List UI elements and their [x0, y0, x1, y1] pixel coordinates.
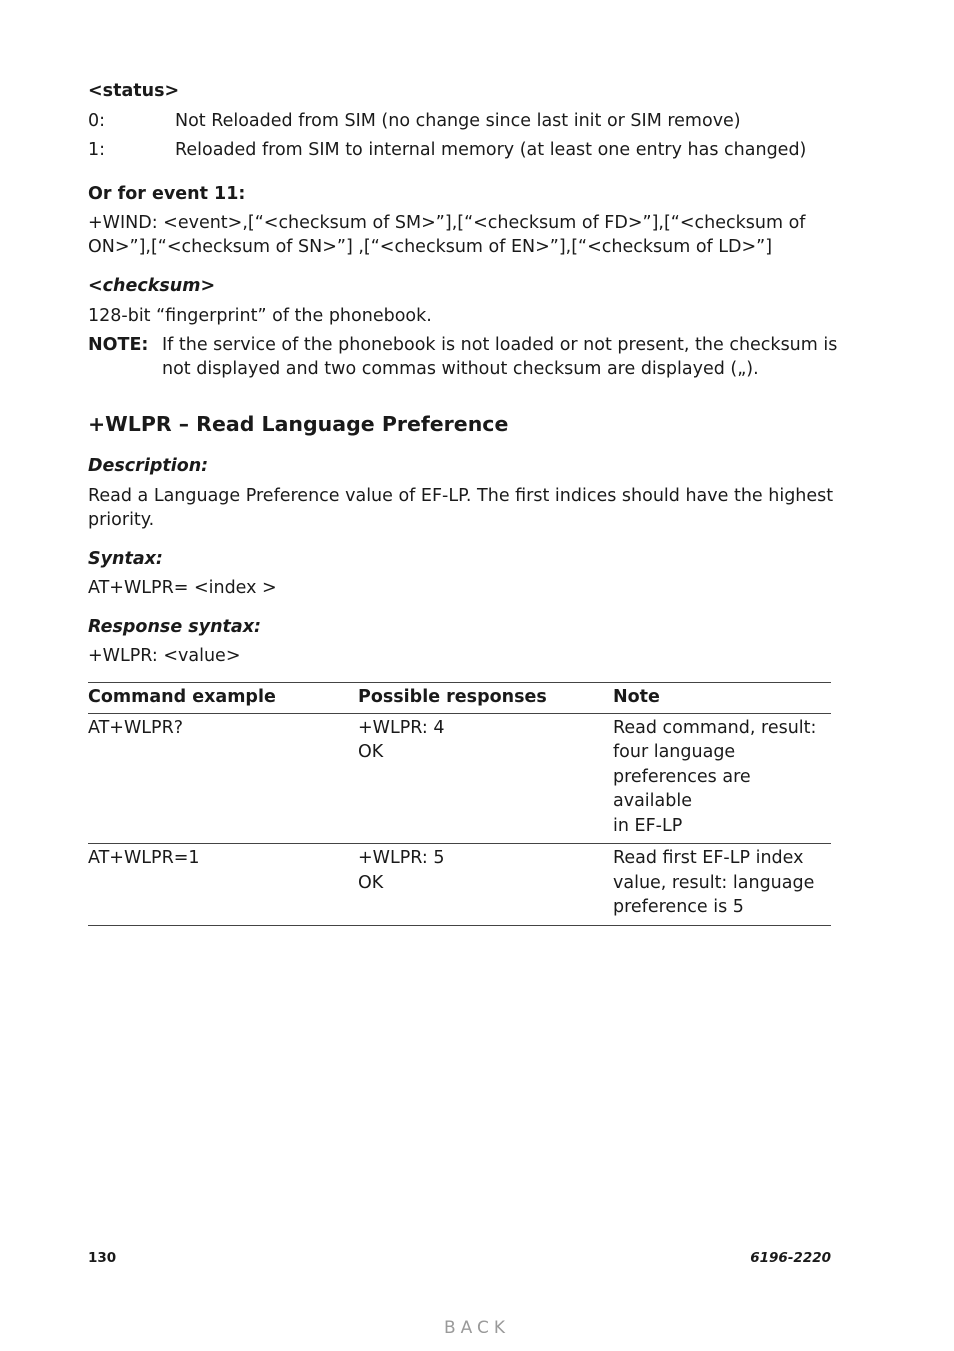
- checksum-text: 128-bit “fingerprint” of the phonebook.: [88, 306, 432, 326]
- checksum-heading: <checksum>: [88, 276, 216, 296]
- cell-command: AT+WLPR?: [88, 713, 358, 844]
- back-link[interactable]: BACK: [443, 1318, 510, 1338]
- status-heading: <status>: [88, 81, 180, 101]
- status-key-1: 1:: [88, 140, 106, 160]
- note-line: preference is 5: [613, 897, 744, 917]
- note-line: in EF-LP: [613, 815, 683, 836]
- page-number: 130: [88, 1250, 117, 1266]
- command-table: [88, 682, 831, 926]
- table-header-row: [88, 683, 831, 714]
- note-line: Read first EF-LP index: [613, 848, 804, 868]
- response-line: +WLPR: 4: [358, 717, 445, 738]
- section-title: +WLPR – Read Language Preference: [88, 412, 509, 436]
- status-text-1: Reloaded from SIM to internal memory (at least one entry has changed): [175, 140, 807, 160]
- note-label: NOTE:: [88, 335, 149, 355]
- table-row: [88, 844, 831, 926]
- event11-line-1: +WIND: <event>,[“<checksum of SM>”],[“<checksum of FD>”],[“<checksum of: [88, 213, 806, 233]
- header-note: Note: [613, 683, 831, 714]
- note-line-1: If the service of the phonebook is not loaded or not present, the checksum is: [162, 335, 838, 355]
- table-row: [88, 713, 831, 844]
- header-possible-responses: Possible responses: [358, 683, 613, 714]
- event11-line-2: ON>”],[“<checksum of SN>”] ,[“<checksum of EN>”],[“<checksum of LD>”]: [88, 237, 773, 257]
- cell-note: [613, 844, 831, 926]
- document-number: 6196-2220: [750, 1250, 831, 1266]
- note-line: Read command, result:: [613, 717, 817, 738]
- syntax-text: AT+WLPR= <index >: [88, 578, 277, 598]
- response-label: Response syntax:: [88, 617, 262, 637]
- response-text: +WLPR: <value>: [88, 646, 241, 666]
- status-key-0: 0:: [88, 111, 106, 131]
- note-line-2: not displayed and two commas without checksum are displayed („).: [162, 359, 759, 379]
- description-line-2: priority.: [88, 510, 155, 530]
- event11-heading: Or for event 11:: [88, 184, 246, 204]
- response-line: OK: [358, 872, 384, 893]
- cell-responses: [358, 713, 613, 844]
- syntax-label: Syntax:: [88, 549, 163, 569]
- header-command-example: Command example: [88, 683, 358, 714]
- response-line: OK: [358, 742, 384, 762]
- note-line: preferences are available: [613, 766, 751, 811]
- description-line-1: Read a Language Preference value of EF-LP. The first indices should have the highest: [88, 486, 834, 506]
- cell-note: [613, 713, 831, 844]
- description-label: Description:: [88, 456, 209, 476]
- cell-responses: [358, 844, 613, 926]
- status-text-0: Not Reloaded from SIM (no change since last init or SIM remove): [175, 111, 741, 131]
- note-line: value, result: language: [613, 872, 815, 893]
- note-line: four language: [613, 742, 736, 762]
- cell-command: AT+WLPR=1: [88, 844, 358, 926]
- response-line: +WLPR: 5: [358, 848, 445, 868]
